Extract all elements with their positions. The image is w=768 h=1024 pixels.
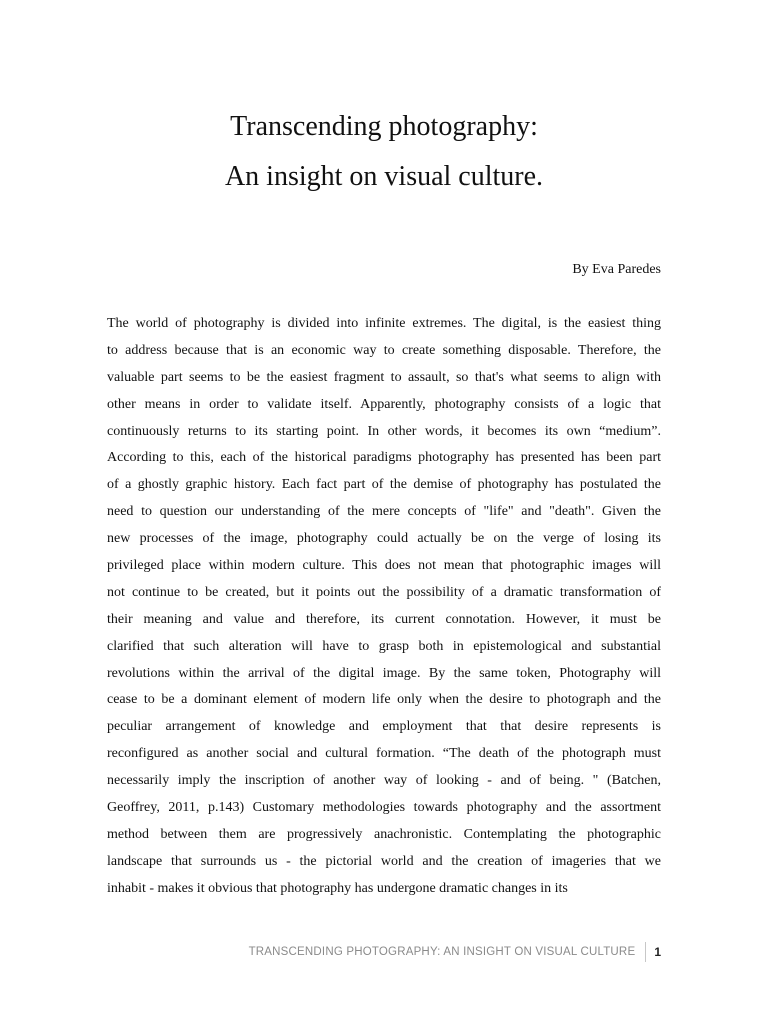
body-text-line: revolutions within the arrival of the digital image. By the same token, Photography will: [107, 665, 661, 681]
body-text-line: Geoffrey, 2011, p.143) Customary methodologies towards photography and the assortment: [107, 800, 661, 816]
body-text-line: their meaning and value and therefore, its current connotation. However, it must be: [107, 611, 661, 627]
body-text-line: method between them are progressively anachronistic. Contemplating the photographic: [107, 826, 661, 842]
body-text-line: inhabit - makes it obvious that photography has undergone dramatic changes in its: [107, 880, 568, 896]
body-text-line: of a ghostly graphic history. Each fact part of the demise of photography has postulated the: [107, 477, 661, 493]
body-text-line: not continue to be created, but it points out the possibility of a dramatic transformation of: [107, 584, 661, 600]
body-text-line: peculiar arrangement of knowledge and employment that that desire represents is: [107, 719, 661, 735]
body-paragraph: [107, 311, 661, 903]
body-text-line: need to question our understanding of the mere concepts of "life" and "death". Given the: [107, 504, 661, 520]
title-line-2: An insight on visual culture.: [224, 161, 544, 192]
title-line-1: Transcending photography:: [230, 111, 538, 142]
body-text-line: According to this, each of the historical paradigms photography has presented has been part: [107, 450, 661, 466]
body-text-line: clarified that such alteration will have to grasp both in epistemological and substantial: [107, 638, 661, 654]
body-text-line: The world of photography is divided into infinite extremes. The digital, is the easiest thing: [107, 316, 661, 331]
footer-running-title: TRANSCENDING PHOTOGRAPHY: AN INSIGHT ON VISUAL CULTURE: [248, 946, 636, 958]
body-text-line: continuously returns to its starting point. In other words, it becomes its own “medium”.: [107, 423, 661, 439]
body-text-line: valuable part seems to be the easiest fragment to assault, so that's what seems to align with: [107, 369, 661, 385]
page-number: 1: [654, 945, 661, 959]
body-text-line: reconfigured as another social and cultural formation. “The death of the photograph must: [107, 746, 661, 762]
body-text-line: landscape that surrounds us - the pictorial world and the creation of imageries that we: [107, 853, 661, 869]
body-text-line: to address because that is an economic way to create something disposable. Therefore, the: [107, 342, 661, 358]
body-text-line: cease to be a dominant element of modern life only when the desire to photograph and the: [107, 692, 661, 708]
page-footer: [249, 941, 661, 963]
body-text-line: new processes of the image, photography could actually be on the verge of losing its: [107, 531, 661, 547]
author-byline: By Eva Paredes: [572, 262, 661, 277]
body-text-line: other means in order to validate itself. Apparently, photography consists of a logic that: [107, 396, 661, 412]
body-text-line: necessarily imply the inscription of another way of looking - and of being. " (Batchen,: [107, 773, 661, 789]
body-text-line: privileged place within modern culture. This does not mean that photographic images will: [107, 558, 661, 574]
